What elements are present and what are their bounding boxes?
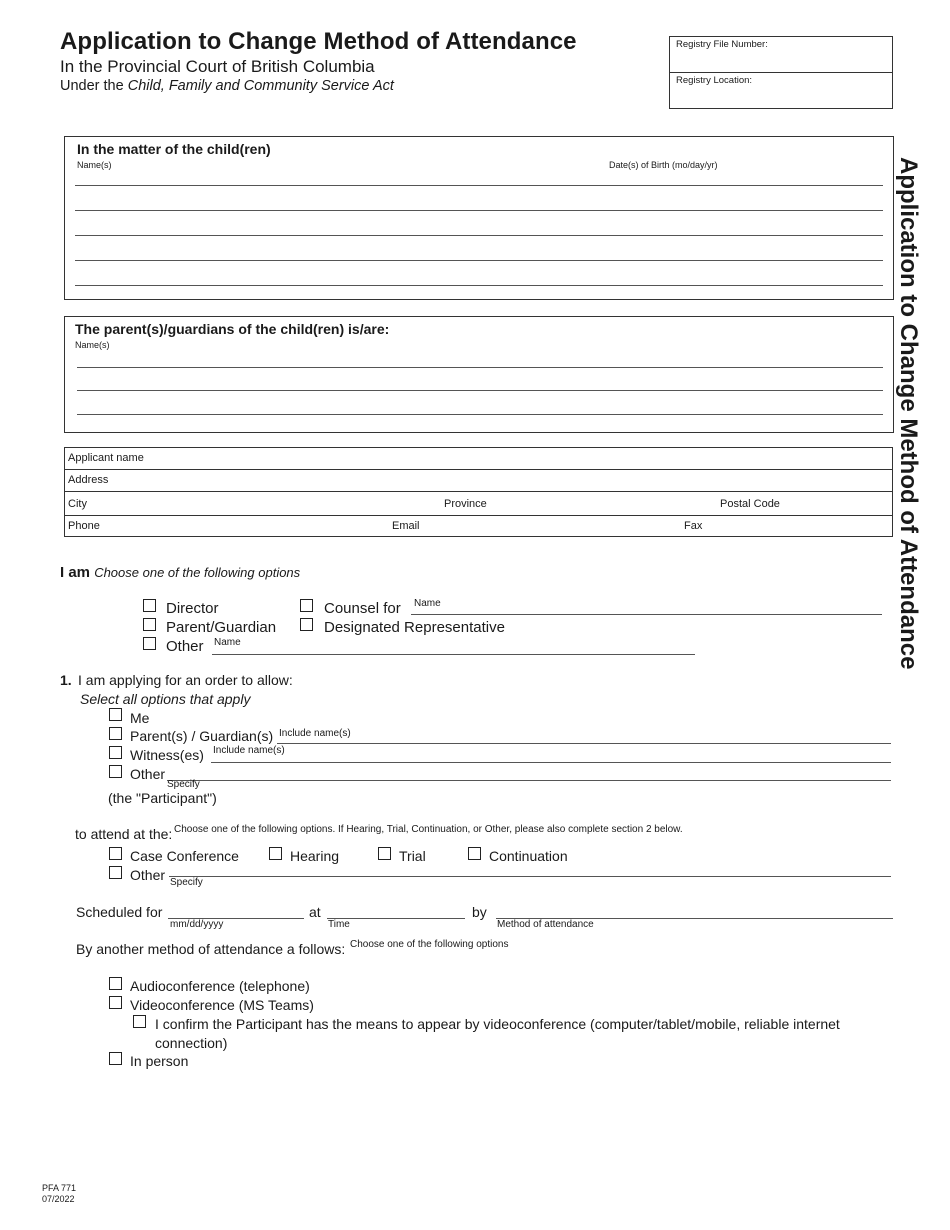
participant-definition: (the "Participant") xyxy=(108,790,217,806)
form-date: 07/2022 xyxy=(42,1194,75,1204)
parents-names-line[interactable] xyxy=(277,743,891,744)
confirm-video-checkbox[interactable] xyxy=(133,1015,146,1028)
participant-other-label: Other xyxy=(130,766,166,782)
child-line-5[interactable] xyxy=(75,285,883,286)
attend-other-specify: Specify xyxy=(170,877,203,888)
applicant-name-field[interactable] xyxy=(64,447,893,469)
witness-names-line[interactable] xyxy=(211,762,891,763)
parent-guardian-label: Parent/Guardian xyxy=(166,619,277,636)
videoconference-label: Videoconference (MS Teams) xyxy=(130,997,314,1013)
child-line-4[interactable] xyxy=(75,260,883,261)
continuation-label: Continuation xyxy=(489,848,568,864)
children-names-label: Name(s) xyxy=(77,160,112,170)
audioconference-checkbox[interactable] xyxy=(109,977,122,990)
audioconference-label: Audioconference (telephone) xyxy=(130,978,310,994)
attend-other-line[interactable] xyxy=(169,876,891,877)
another-method-label: By another method of attendance a follows: xyxy=(76,941,346,957)
section-1-lead: I am applying for an order to allow: xyxy=(78,672,293,688)
children-heading: In the matter of the child(ren) xyxy=(77,141,271,157)
parent-guardian-checkbox[interactable] xyxy=(143,618,156,631)
child-line-2[interactable] xyxy=(75,210,883,211)
parents-heading: The parent(s)/guardians of the child(ren) is/are: xyxy=(75,321,390,337)
province-label: Province xyxy=(444,498,487,510)
director-checkbox[interactable] xyxy=(143,599,156,612)
act-reference xyxy=(60,78,394,94)
hearing-label: Hearing xyxy=(290,848,340,864)
parent-line-1[interactable] xyxy=(77,367,883,368)
trial-checkbox[interactable] xyxy=(378,847,391,860)
trial-label: Trial xyxy=(399,848,426,864)
in-person-checkbox[interactable] xyxy=(109,1052,122,1065)
email-label: Email xyxy=(392,520,420,532)
parents-hint: Include name(s) xyxy=(279,728,351,739)
confirm-video-label-cont: connection) xyxy=(155,1035,228,1051)
city-label: City xyxy=(68,498,87,510)
i-am-section xyxy=(60,564,300,581)
me-checkbox[interactable] xyxy=(109,708,122,721)
by-label: by xyxy=(472,904,487,920)
director-label: Director xyxy=(166,600,219,617)
court-name: In the Provincial Court of British Columbia xyxy=(60,57,375,76)
contact-row[interactable] xyxy=(64,515,893,537)
time-hint: Time xyxy=(328,919,350,930)
videoconference-checkbox[interactable] xyxy=(109,996,122,1009)
parents-checkbox[interactable] xyxy=(109,727,122,740)
section-1-number: 1. xyxy=(60,672,72,688)
attend-other-label: Other xyxy=(130,867,166,883)
parent-line-2[interactable] xyxy=(77,390,883,391)
phone-label: Phone xyxy=(68,520,100,532)
witness-checkbox[interactable] xyxy=(109,746,122,759)
fax-label: Fax xyxy=(684,520,703,532)
registry-location-label: Registry Location: xyxy=(676,75,753,86)
i-am-other-name-hint: Name xyxy=(214,637,241,648)
registry-file-number-field[interactable] xyxy=(670,37,892,73)
child-line-3[interactable] xyxy=(75,235,883,236)
another-method-instruction: Choose one of the following options xyxy=(350,939,509,950)
registry-location-field[interactable] xyxy=(670,73,892,109)
address-label: Address xyxy=(68,474,109,486)
i-am-instruction: Choose one of the following options xyxy=(94,565,301,580)
case-conference-checkbox[interactable] xyxy=(109,847,122,860)
section-1-instruction: Select all options that apply xyxy=(80,691,251,707)
counsel-name-line[interactable] xyxy=(411,614,882,615)
i-am-other-checkbox[interactable] xyxy=(143,637,156,650)
at-label: at xyxy=(309,904,321,920)
scheduled-for-label: Scheduled for xyxy=(76,904,163,920)
form-footer xyxy=(42,1183,76,1205)
i-am-other-label: Other xyxy=(166,638,204,655)
children-section xyxy=(64,136,894,300)
parents-names-label: Name(s) xyxy=(75,340,110,350)
counsel-label: Counsel for xyxy=(324,600,401,617)
child-line-1[interactable] xyxy=(75,185,883,186)
address-field[interactable] xyxy=(64,469,893,491)
participant-other-checkbox[interactable] xyxy=(109,765,122,778)
method-hint: Method of attendance xyxy=(497,919,594,930)
hearing-checkbox[interactable] xyxy=(269,847,282,860)
i-am-lead: I am xyxy=(60,564,91,581)
city-row[interactable] xyxy=(64,491,893,515)
counsel-checkbox[interactable] xyxy=(300,599,313,612)
witness-hint: Include name(s) xyxy=(213,745,285,756)
parents-section xyxy=(64,316,894,433)
act-name: Child, Family and Community Service Act xyxy=(127,78,394,94)
parents-label: Parent(s) / Guardian(s) xyxy=(130,728,274,744)
witness-label: Witness(es) xyxy=(130,747,204,763)
me-label: Me xyxy=(130,710,150,726)
designated-rep-label: Designated Representative xyxy=(324,619,505,636)
form-number: PFA 771 xyxy=(42,1183,77,1193)
children-dob-label: Date(s) of Birth (mo/day/yr) xyxy=(609,160,718,170)
form-title: Application to Change Method of Attendance xyxy=(60,28,577,55)
date-hint: mm/dd/yyyy xyxy=(170,919,224,930)
case-conference-label: Case Conference xyxy=(130,848,239,864)
parent-line-3[interactable] xyxy=(77,414,883,415)
attend-lead: to attend at the: xyxy=(75,826,173,842)
attend-instruction: Choose one of the following options. If Hearing, Trial, Continuation, or Other, please also complete section 2 below. xyxy=(174,824,683,835)
counsel-name-hint: Name xyxy=(414,598,441,609)
act-prefix: Under the xyxy=(60,78,124,94)
postal-code-label: Postal Code xyxy=(720,498,780,510)
participant-other-specify: Specify xyxy=(167,779,200,790)
registry-file-number-label: Registry File Number: xyxy=(676,39,768,50)
participant-other-line[interactable] xyxy=(167,780,891,781)
registry-box xyxy=(669,36,893,109)
continuation-checkbox[interactable] xyxy=(468,847,481,860)
confirm-video-label: I confirm the Participant has the means to appear by videoconference (computer/tablet/mobile, reliable internet xyxy=(155,1016,840,1032)
side-title: Application to Change Method of Attendance xyxy=(895,157,922,670)
applicant-name-label: Applicant name xyxy=(68,452,144,464)
designated-rep-checkbox[interactable] xyxy=(300,618,313,631)
in-person-label: In person xyxy=(130,1053,189,1069)
attend-other-checkbox[interactable] xyxy=(109,866,122,879)
i-am-other-name-line[interactable] xyxy=(212,654,695,655)
